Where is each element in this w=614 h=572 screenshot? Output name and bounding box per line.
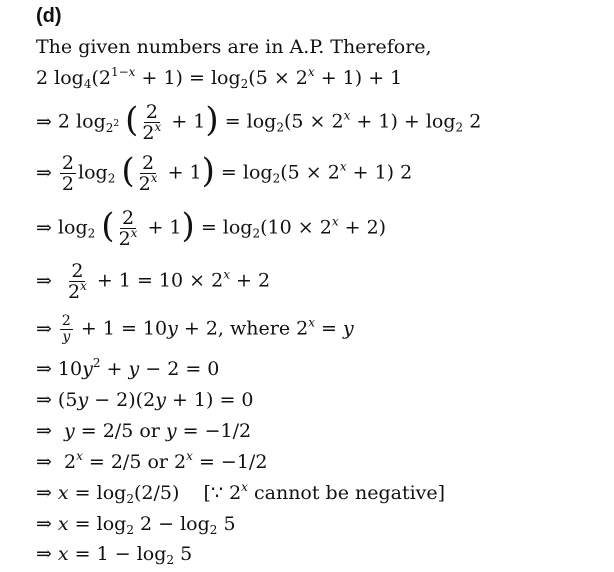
equation-line-7: ⇒ $10y^2 + y - 2 = 0$ (36, 356, 220, 380)
equation-line-13: ⇒ $x = 1 - \log_2 5$ (36, 543, 193, 567)
equation-line-10: ⇒ $2^x = 2/5$ or $2^x = -1/2$ (36, 449, 268, 473)
equation-line-4: ⇒ $\log_2$ ( $\frac{2}{2^x}$ + $1) = \log_2(10 \times 2^x + 2)$ (36, 205, 387, 250)
equation-line-12: ⇒ $x = \log_2 2 - \log_2 5$ (36, 513, 236, 537)
equation-line-5: ⇒ $\frac{2}{2^x}$ + $1 = 10 \times 2^x + 2$ (36, 260, 271, 303)
equation-line-9: ⇒ y = 2/5 or y = −1/2 (36, 420, 252, 442)
equation-line-1: 2 $\log_4(2^{1-x} + 1) = \log_2(5 \times 2^x + 1) + 1$ (36, 65, 403, 91)
equation-line-6: ⇒ $\frac{2}{y}$ + 1 = 10y + 2, where $2^x = y$ (36, 313, 354, 345)
equation-line-8: ⇒ (5y − 2)(2y + 1) = 0 (36, 389, 254, 411)
equation-line-11: ⇒ $x = \log_2(2/5)$ [∵ 2$^x$ cannot be negative] (36, 480, 446, 506)
intro-text: The given numbers are in A.P. Therefore, (36, 36, 432, 58)
solution-label: (d) (36, 5, 62, 27)
equation-line-3: ⇒ $\frac{2}{2}$ $\log_2$ ( $\frac{2}{2^x}$ + $1) = \log_2(5 \times 2^x + 1)$ 2 (36, 150, 413, 195)
equation-line-2: ⇒ 2 $\log_{2^2}$ ( $\frac{2}{2^x}$ + $1) = \log_2(5 \times 2^x + 1) + \log_2 2$ (36, 99, 482, 144)
